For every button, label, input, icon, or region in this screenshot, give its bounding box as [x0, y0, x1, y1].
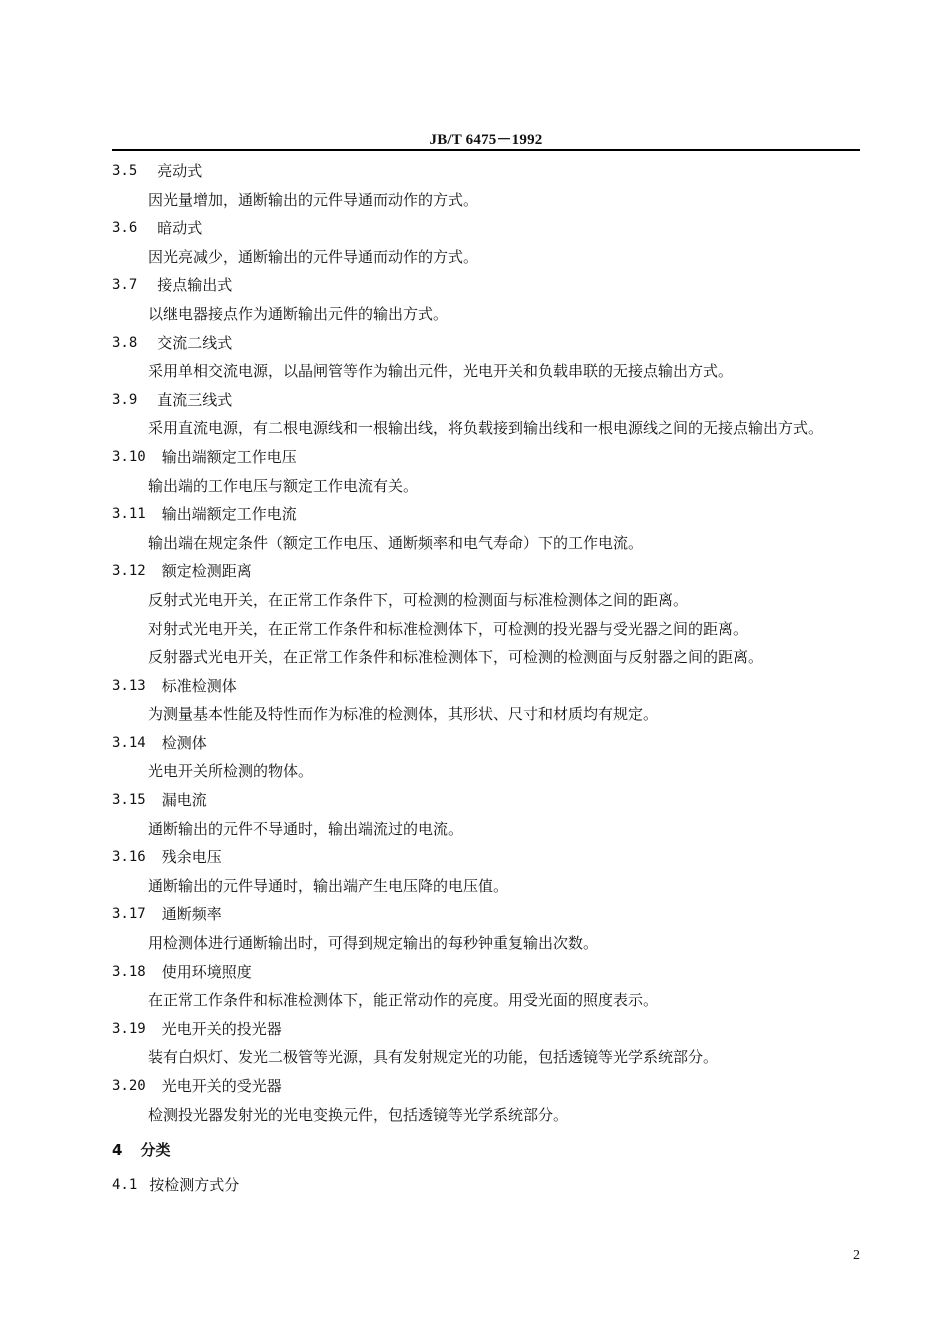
term-title: 直流三线式	[157, 390, 233, 409]
term-title: 额定检测距离	[161, 562, 252, 581]
term-number: 3.20	[112, 1078, 146, 1094]
term-definition: 为测量基本性能及特性而作为标准的检测体，其形状、尺寸和材质均有规定。	[148, 705, 659, 724]
term-number: 3.19	[112, 1020, 146, 1037]
term-heading	[112, 329, 860, 358]
subsection-heading	[112, 1171, 860, 1200]
term-definition: 通断输出的元件不导通时，输出端流过的电流。	[148, 819, 464, 838]
term-number: 3.14	[112, 734, 146, 751]
term-title: 亮动式	[157, 162, 203, 180]
term-heading	[112, 557, 860, 586]
term-title: 接点输出式	[157, 276, 233, 295]
term-title: 漏电流	[161, 791, 207, 810]
term-number: 3.9	[112, 391, 138, 408]
chapter-number: 4	[112, 1141, 123, 1160]
term-title: 交流二线式	[157, 333, 233, 352]
document-body	[112, 157, 860, 1200]
subsection-title: 按检测方式分	[149, 1176, 240, 1195]
term-heading	[112, 729, 860, 758]
term-definition: 输出端在规定条件（额定工作电压、通断频率和电气寿命）下的工作电流。	[148, 533, 644, 552]
term-definition: 因光亮减少，通断输出的元件导通而动作的方式。	[148, 247, 479, 266]
term-definition: 采用直流电源，有二根电源线和一根输出线，将负载接到输出线和一根电源线之间的无接点输出方式。	[148, 419, 824, 438]
page-number: 2	[853, 1248, 860, 1263]
term-definition: 用检测体进行通断输出时，可得到规定输出的每秒钟重复输出次数。	[148, 934, 599, 953]
term-number: 3.11	[112, 506, 146, 523]
term-heading	[112, 386, 860, 415]
term-definition: 对射式光电开关，在正常工作条件和标准检测体下，可检测的投光器与受光器之间的距离。	[148, 619, 749, 638]
term-number: 3.10	[112, 448, 146, 465]
term-number: 3.17	[112, 906, 146, 923]
term-heading	[112, 1072, 860, 1101]
term-definition: 检测投光器发射光的光电变换元件，包括透镜等光学系统部分。	[148, 1105, 569, 1124]
subsection-number: 4.1	[112, 1177, 138, 1194]
term-definition: 通断输出的元件导通时，输出端产生电压降的电压值。	[148, 876, 509, 895]
term-heading	[112, 271, 860, 300]
term-heading	[112, 900, 860, 929]
term-definition: 因光量增加，通断输出的元件导通而动作的方式。	[148, 190, 479, 209]
term-title: 输出端额定工作电流	[161, 505, 297, 524]
term-number: 3.5	[112, 163, 138, 179]
term-title: 残余电压	[161, 848, 222, 867]
term-definition: 光电开关所检测的物体。	[148, 762, 314, 781]
standard-code-header: JB/T 6475－1992	[429, 132, 543, 148]
term-number: 3.18	[112, 963, 146, 980]
term-list	[112, 157, 860, 1129]
term-definition: 以继电器接点作为通断输出元件的输出方式。	[148, 304, 449, 323]
term-number: 3.6	[112, 220, 138, 237]
term-number: 3.12	[112, 563, 146, 580]
term-heading	[112, 843, 860, 872]
term-title: 光电开关的投光器	[161, 1019, 282, 1038]
term-definition: 装有白炽灯、发光二极管等光源，具有发射规定光的功能，包括透镜等光学系统部分。	[148, 1048, 719, 1067]
term-number: 3.7	[112, 277, 138, 294]
term-title: 通断频率	[161, 905, 222, 924]
term-title: 光电开关的受光器	[161, 1077, 282, 1095]
term-title: 暗动式	[157, 219, 203, 238]
term-number: 3.15	[112, 792, 146, 809]
term-definition: 反射器式光电开关，在正常工作条件和标准检测体下，可检测的检测面与反射器之间的距离。	[148, 648, 764, 667]
term-definition: 反射式光电开关，在正常工作条件下，可检测的检测面与标准检测体之间的距离。	[148, 590, 689, 609]
term-heading	[112, 672, 860, 701]
term-title: 检测体	[161, 733, 207, 752]
term-definition: 在正常工作条件和标准检测体下，能正常动作的亮度。用受光面的照度表示。	[148, 991, 659, 1010]
term-title: 标准检测体	[161, 676, 237, 695]
term-number: 3.8	[112, 334, 138, 351]
chapter-title: 分类	[140, 1141, 171, 1160]
term-heading	[112, 786, 860, 815]
header-rule	[112, 149, 860, 151]
term-number: 3.16	[112, 849, 146, 866]
term-heading	[112, 958, 860, 987]
term-number: 3.13	[112, 677, 146, 694]
term-heading	[112, 157, 860, 186]
term-definition: 采用单相交流电源，以晶闸管等作为输出元件，光电开关和负载串联的无接点输出方式。	[148, 362, 734, 381]
term-title: 使用环境照度	[161, 962, 252, 981]
chapter-heading	[112, 1135, 860, 1165]
term-definition: 输出端的工作电压与额定工作电流有关。	[148, 476, 419, 495]
term-heading	[112, 1015, 860, 1044]
term-title: 输出端额定工作电压	[161, 447, 297, 466]
term-heading	[112, 443, 860, 472]
term-heading	[112, 500, 860, 529]
term-heading	[112, 214, 860, 243]
